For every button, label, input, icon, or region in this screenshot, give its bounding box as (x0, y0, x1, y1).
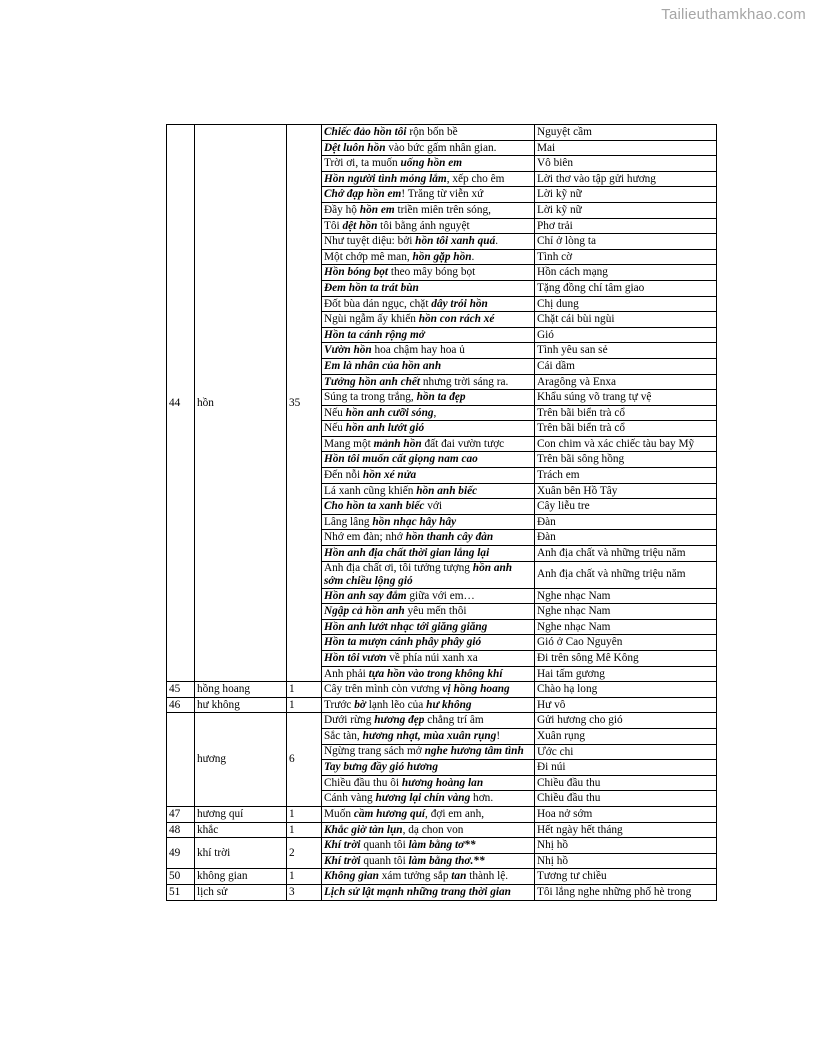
highlighted-phrase: Hồn tôi muốn cất giọng nam cao (324, 453, 478, 466)
verse-cell (322, 651, 535, 667)
highlighted-phrase: Hồn người tình mỏng lắm (324, 172, 447, 185)
verse-text: Sắc tàn, (324, 729, 363, 742)
highlighted-phrase: dệt hồn (342, 219, 378, 232)
verse-text: , đợi em anh, (425, 807, 485, 820)
poem-source: Tương tư chiều (535, 869, 717, 885)
verse-text: Anh địa chất ơi, tôi tưởng tượng (324, 561, 473, 574)
poem-source: Khẩu súng võ trang tự vệ (535, 390, 717, 406)
poem-source: Nguyệt cầm (535, 125, 717, 141)
verse-cell (322, 869, 535, 885)
verse-cell (322, 390, 535, 406)
verse-cell (322, 530, 535, 546)
table-row (167, 806, 717, 822)
poem-source: Cái dầm (535, 358, 717, 374)
verse-text: rộn bốn bề (406, 126, 458, 138)
highlighted-phrase: hồn gặp hồn (412, 250, 472, 263)
poem-source: Hết ngày hết tháng (535, 822, 717, 838)
poem-source: Lời thơ vào tập gửi hương (535, 171, 717, 187)
highlighted-phrase: Không gian (324, 870, 379, 883)
verse-text: Dưới rừng (324, 714, 375, 727)
entry-count: 35 (287, 125, 322, 682)
poem-source: Chặt cái bùi ngùi (535, 312, 717, 328)
entry-count: 1 (287, 682, 322, 698)
verse-text: xám tưởng sắp (378, 870, 452, 883)
verse-text: về phía núi xanh xa (386, 652, 478, 664)
highlighted-phrase: Vườn hồn (324, 344, 372, 357)
verse-text: Lâng lâng (324, 515, 373, 528)
highlighted-phrase: Tưởng hồn anh chết (324, 375, 421, 388)
poem-source: Hoa nở sớm (535, 806, 717, 822)
poem-source: Trách em (535, 468, 717, 484)
poem-source: Tôi lắng nghe những phố hè trong (535, 884, 717, 900)
highlighted-phrase: hồn anh lướt gió (345, 422, 425, 435)
verse-text: nhưng trời sáng ra. (420, 375, 509, 388)
poem-source: Nhị hồ (535, 838, 717, 854)
poem-source: Hư vô (535, 697, 717, 713)
verse-cell (322, 775, 535, 791)
verse-cell (322, 327, 535, 343)
verse-text: Mang một (324, 437, 374, 450)
poem-source: Lời kỹ nữ (535, 187, 717, 203)
highlighted-phrase: Hồn anh lướt nhạc tới giăng giăng (324, 620, 488, 633)
entry-count: 3 (287, 884, 322, 900)
verse-text: Đến nỗi (324, 469, 363, 482)
verse-cell (322, 234, 535, 250)
verse-cell (322, 546, 535, 562)
verse-text: Nếu (324, 406, 346, 419)
poem-source: Tình cờ (535, 249, 717, 265)
entry-word: hồng hoang (195, 682, 287, 698)
verse-cell (322, 202, 535, 218)
verse-cell (322, 838, 535, 854)
verse-cell (322, 697, 535, 713)
highlighted-phrase: bờ (354, 698, 366, 711)
highlighted-phrase: tan (451, 870, 467, 883)
poem-source: Anh địa chất và những triệu năm (535, 546, 717, 562)
verse-text: tôi bằng ánh nguyệt (377, 219, 470, 232)
verse-cell (322, 296, 535, 312)
verse-text: Trước (324, 698, 355, 711)
highlighted-phrase: mảnh hồn (373, 437, 422, 450)
highlighted-phrase: hồn ta đẹp (416, 391, 466, 404)
highlighted-phrase: hương nhạt, mùa xuân rụng (362, 729, 497, 742)
poem-source: Anh địa chất và những triệu năm (535, 561, 717, 588)
highlighted-phrase: Hồn ta cánh rộng mở (324, 328, 425, 341)
entry-number: 48 (167, 822, 195, 838)
highlighted-phrase: Đem hồn ta trát bùn (324, 281, 419, 294)
table-row (167, 822, 717, 838)
highlighted-phrase: hồn em (359, 203, 395, 216)
verse-cell (322, 280, 535, 296)
watermark: Tailieuthamkhao.com (661, 6, 806, 23)
verse-text: , (433, 406, 437, 419)
poem-source: Vô biên (535, 156, 717, 172)
verse-cell (322, 666, 535, 682)
verse-cell (322, 499, 535, 515)
entry-number (167, 713, 195, 807)
entry-word: hư không (195, 697, 287, 713)
highlighted-phrase: Chiếc đảo hồn tôi (324, 126, 407, 138)
verse-cell (322, 452, 535, 468)
poem-source: Xuân rụng (535, 728, 717, 744)
verse-cell (322, 140, 535, 156)
verse-text: hơn. (470, 792, 494, 805)
word-table (166, 124, 717, 901)
verse-text: , xếp cho êm (446, 172, 505, 185)
verse-cell (322, 343, 535, 359)
verse-text: Cây trên mình còn vương (324, 683, 443, 696)
verse-text: vào bức gấm nhân gian. (385, 141, 497, 154)
poem-source: Tặng đồng chí tâm giao (535, 280, 717, 296)
highlighted-phrase: Hồn tôi vươn (324, 652, 387, 664)
verse-text: , dạ chon von (402, 823, 464, 836)
verse-text: yêu mến thôi (404, 605, 467, 618)
table-row (167, 869, 717, 885)
highlighted-phrase: uống hồn em (400, 157, 463, 170)
entry-count: 1 (287, 806, 322, 822)
poem-source: Tình yêu san sẻ (535, 343, 717, 359)
table-row (167, 838, 717, 854)
verse-text: triền miên trên sóng, (394, 203, 491, 216)
poem-source: Chiều đầu thu (535, 775, 717, 791)
verse-cell (322, 374, 535, 390)
verse-text: Tôi (324, 219, 343, 232)
poem-source: Gió (535, 327, 717, 343)
verse-cell (322, 358, 535, 374)
highlighted-phrase: hư không (426, 698, 472, 711)
highlighted-phrase: Hồn anh địa chất thời gian lắng lại (324, 547, 490, 560)
verse-cell (322, 635, 535, 651)
entry-word: khắc (195, 822, 287, 838)
poem-source: Chỉ ở lòng ta (535, 234, 717, 250)
verse-text: Đầy hộ (324, 203, 360, 216)
verse-cell (322, 156, 535, 172)
poem-source: Xuân bên Hồ Tây (535, 483, 717, 499)
poem-source: Chào hạ long (535, 682, 717, 698)
verse-cell (322, 713, 535, 729)
verse-text: Muốn (324, 807, 354, 820)
entry-word: lịch sử (195, 884, 287, 900)
poem-source: Đàn (535, 530, 717, 546)
verse-text: Nếu (324, 422, 346, 435)
verse-text: thành lệ. (466, 870, 509, 883)
poem-source: Trên bãi biển trà cổ (535, 405, 717, 421)
highlighted-phrase: Khí trời (324, 854, 361, 867)
highlighted-phrase: Em là nhân của hồn anh (324, 359, 442, 372)
verse-text: . (495, 235, 499, 248)
verse-cell (322, 125, 535, 141)
verse-cell (322, 728, 535, 744)
poem-source: Hai tấm gương (535, 666, 717, 682)
verse-text: Cánh vàng (324, 792, 376, 805)
verse-text: theo mây bóng bọt (388, 266, 476, 279)
verse-text: chẳng trí âm (424, 714, 484, 727)
highlighted-phrase: Khắc giờ tàn lụn (324, 823, 403, 836)
verse-cell (322, 468, 535, 484)
verse-text: Ngùi ngẫm ấy khiến (324, 313, 419, 326)
verse-text: Như tuyệt diệu: bởi (324, 235, 416, 248)
verse-cell (322, 171, 535, 187)
highlighted-phrase: hồn tôi xanh quá (415, 235, 496, 248)
table-row (167, 884, 717, 900)
poem-source: Aragông và Enxa (535, 374, 717, 390)
highlighted-phrase: hồn anh biếc (416, 484, 478, 497)
verse-text: hoa chậm hay hoa ủ (371, 344, 465, 357)
highlighted-phrase: Ngập cả hồn anh (324, 605, 405, 618)
verse-cell (322, 514, 535, 530)
entry-count: 1 (287, 697, 322, 713)
poem-source: Nhị hồ (535, 853, 717, 869)
poem-source: Trên bãi sông hồng (535, 452, 717, 468)
entry-word: hương (195, 713, 287, 807)
entry-number: 45 (167, 682, 195, 698)
highlighted-phrase: Hồn ta mượn cánh phây phây gió (324, 636, 482, 649)
highlighted-phrase: hương lại chín vàng (375, 792, 471, 805)
verse-text: lạnh lẽo của (365, 698, 427, 711)
verse-text: Lá xanh cũng khiến (324, 484, 417, 497)
poem-source: Cây liễu tre (535, 499, 717, 515)
verse-text: quanh tôi (360, 839, 409, 852)
poem-source: Gửi hương cho gió (535, 713, 717, 729)
verse-text: Chiều đầu thu ôi (324, 776, 402, 789)
verse-cell (322, 853, 535, 869)
entry-word: khí trời (195, 838, 287, 869)
verse-text: Một chớp mê man, (324, 250, 413, 263)
verse-cell (322, 884, 535, 900)
table-row (167, 125, 717, 141)
highlighted-phrase: hương hoàng lan (401, 776, 484, 789)
verse-cell (322, 822, 535, 838)
highlighted-phrase: Tay bưng đầy gió hương (324, 761, 438, 774)
verse-text: ! Trăng từ viễn xứ (401, 188, 484, 201)
entry-word: không gian (195, 869, 287, 885)
entry-word: hương quí (195, 806, 287, 822)
entry-number: 46 (167, 697, 195, 713)
verse-cell (322, 187, 535, 203)
verse-text: đất đai vườn tược (421, 437, 505, 450)
verse-cell (322, 806, 535, 822)
verse-text: ! (496, 729, 501, 742)
poem-source: Hồn cách mạng (535, 265, 717, 281)
verse-cell (322, 744, 535, 760)
poem-source: Đàn (535, 514, 717, 530)
entry-count: 2 (287, 838, 322, 869)
verse-cell (322, 421, 535, 437)
highlighted-phrase: vị hồng hoang (442, 683, 510, 696)
highlighted-phrase: làm bằng tơ** (408, 839, 476, 852)
verse-text: quanh tôi (360, 854, 409, 867)
verse-text: Nhớ em đàn; nhớ (324, 531, 406, 544)
poem-source: Nghe nhạc Nam (535, 604, 717, 620)
poem-source: Đi núi (535, 760, 717, 776)
poem-source: Đi trên sông Mê Kông (535, 651, 717, 667)
highlighted-phrase: hồn anh sớm chiều lộng gió (324, 561, 513, 587)
verse-text: Ngừng trang sách mở (324, 745, 425, 758)
table-row (167, 697, 717, 713)
verse-cell (322, 588, 535, 604)
highlighted-phrase: nghe hương tâm tình (424, 745, 524, 758)
entry-number: 47 (167, 806, 195, 822)
highlighted-phrase: dây trói hồn (431, 297, 488, 310)
poem-source: Phơ trải (535, 218, 717, 234)
highlighted-phrase: Khí trời (324, 839, 361, 852)
entry-number: 50 (167, 869, 195, 885)
table-row (167, 682, 717, 698)
poem-source: Gió ở Cao Nguyên (535, 635, 717, 651)
verse-text: Súng ta trong trắng, (324, 391, 417, 404)
highlighted-phrase: hồn xé nửa (362, 469, 417, 482)
highlighted-phrase: Hồn bóng bọt (324, 266, 389, 279)
highlighted-phrase: làm bằng thơ.** (408, 854, 485, 867)
highlighted-phrase: hồn nhạc hây hây (372, 515, 457, 528)
highlighted-phrase: Lịch sử lật mạnh những trang thời gian (324, 885, 511, 898)
verse-cell (322, 483, 535, 499)
entry-count: 6 (287, 713, 322, 807)
poem-source: Nghe nhạc Nam (535, 619, 717, 635)
poem-source: Nghe nhạc Nam (535, 588, 717, 604)
verse-text: Anh phải (324, 667, 369, 680)
entry-number: 49 (167, 838, 195, 869)
highlighted-phrase: hồn thanh cây đàn (405, 531, 494, 544)
verse-cell (322, 760, 535, 776)
verse-cell (322, 682, 535, 698)
poem-source: Mai (535, 140, 717, 156)
highlighted-phrase: cầm hương quí (353, 807, 426, 820)
entry-count: 1 (287, 822, 322, 838)
poem-source: Chiều đầu thu (535, 791, 717, 807)
verse-cell (322, 218, 535, 234)
highlighted-phrase: hồn con rách xé (418, 313, 495, 326)
verse-cell (322, 405, 535, 421)
highlighted-phrase: Chớ đạp hồn em (324, 188, 402, 201)
verse-cell (322, 265, 535, 281)
verse-text: với (424, 500, 443, 513)
highlighted-phrase: tựa hồn vào trong không khí (368, 667, 503, 680)
highlighted-phrase: hương đẹp (374, 714, 425, 727)
verse-text: Đốt bùa dán ngục, chặt (324, 297, 432, 310)
verse-text: giữa với em… (406, 589, 475, 602)
highlighted-phrase: Cho hồn ta xanh biếc (324, 500, 425, 513)
poem-source: Ước chi (535, 744, 717, 760)
poem-source: Con chim và xác chiếc tàu bay Mỹ (535, 436, 717, 452)
verse-cell (322, 249, 535, 265)
highlighted-phrase: Hồn anh say đắm (324, 589, 407, 602)
table-row (167, 713, 717, 729)
verse-cell (322, 619, 535, 635)
entry-count: 1 (287, 869, 322, 885)
entry-number: 44 (167, 125, 195, 682)
verse-cell (322, 604, 535, 620)
poem-source: Chị dung (535, 296, 717, 312)
entry-number: 51 (167, 884, 195, 900)
entry-word: hồn (195, 125, 287, 682)
verse-cell (322, 312, 535, 328)
verse-text: . (471, 250, 475, 263)
highlighted-phrase: Dệt luôn hồn (324, 141, 386, 154)
poem-source: Lời kỹ nữ (535, 202, 717, 218)
verse-cell (322, 561, 535, 588)
verse-cell (322, 436, 535, 452)
verse-cell (322, 791, 535, 807)
verse-text: Trời ơi, ta muốn (324, 157, 401, 170)
poem-source: Trên bãi biển trà cổ (535, 421, 717, 437)
highlighted-phrase: hồn anh cưỡi sóng (345, 406, 434, 419)
